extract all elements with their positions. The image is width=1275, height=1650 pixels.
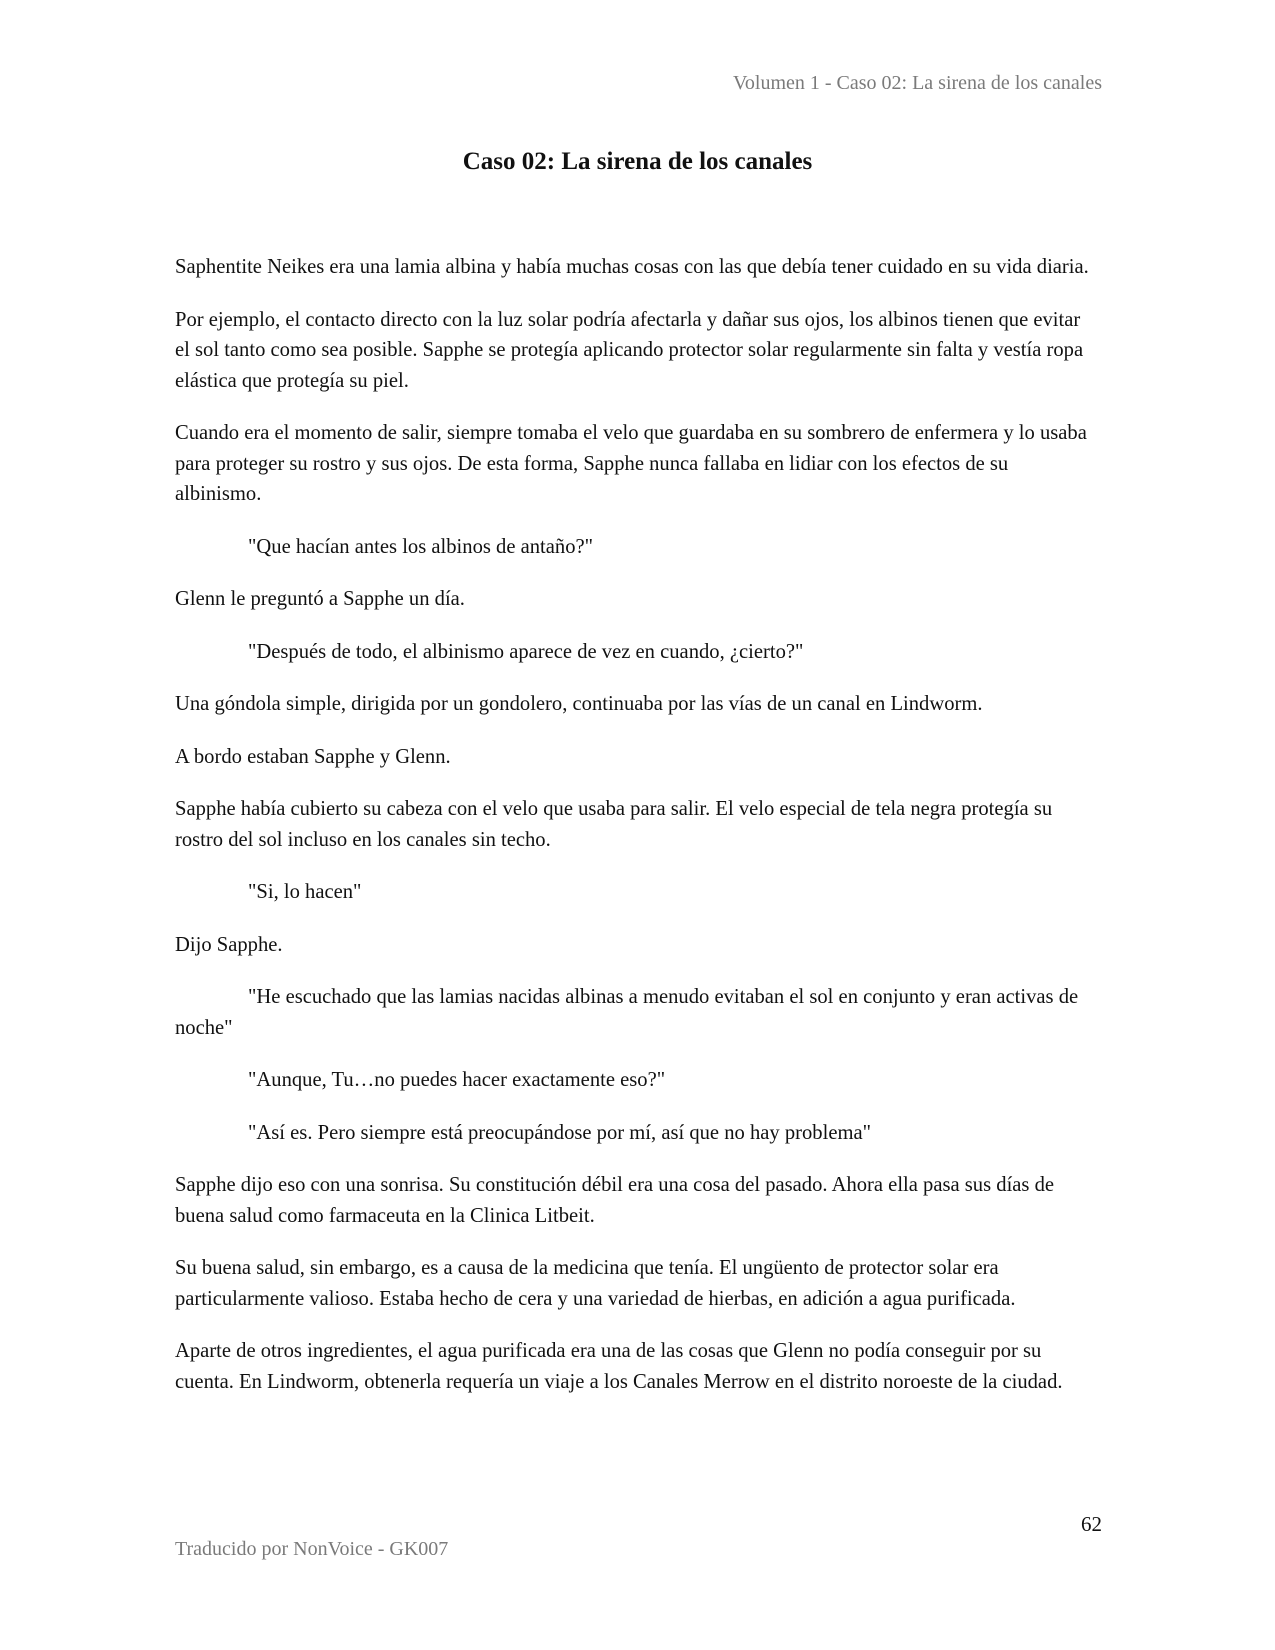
paragraph: A bordo estaban Sapphe y Glenn. bbox=[175, 745, 451, 768]
paragraph: Glenn le preguntó a Sapphe un día. bbox=[175, 588, 465, 610]
chapter-title: Caso 02: La sirena de los canales bbox=[462, 148, 813, 175]
body-text bbox=[175, 252, 1095, 1419]
paragraph: Una góndola simple, dirigida por un gondolero, continuaba por las vías de un canal en Lindworm. bbox=[175, 693, 983, 715]
dialogue-line: "Si, lo hacen" bbox=[248, 881, 362, 903]
dialogue-line: "Aunque, Tu…no puedes hacer exactamente eso?" bbox=[248, 1069, 666, 1091]
paragraph: Saphentite Neikes era una lamia albina y había muchas cosas con las que debía tener cuidado en su vida diaria. bbox=[175, 256, 1089, 278]
paragraph: Su buena salud, sin embargo, es a causa de la medicina que tenía. El ungüento de protector solar era particularmente valioso. Estaba hecho de cera y una variedad de hierbas, en adición a agua purificada. bbox=[175, 1257, 1016, 1310]
paragraph: Por ejemplo, el contacto directo con la luz solar podría afectarla y dañar sus ojos, los albinos tienen que evitar el sol tanto como sea posible. Sapphe se protegía aplicando protector solar regularmente sin falta y vestía ropa elástica que protegía su piel. bbox=[175, 308, 1084, 392]
page-number: 62 bbox=[1081, 1512, 1102, 1536]
paragraph: Cuando era el momento de salir, siempre tomaba el velo que guardaba en su sombrero de enfermera y lo usaba para proteger su rostro y sus ojos. De esta forma, Sapphe nunca fallaba en lidiar con los efectos de su albinismo. bbox=[175, 422, 1087, 505]
paragraph: Aparte de otros ingredientes, el agua purificada era una de las cosas que Glenn no podía conseguir por su cuenta. En Lindworm, obtenerla requería un viaje a los Canales Merrow en el distrito noroeste de la ciudad. bbox=[175, 1340, 1063, 1393]
paragraph: Sapphe dijo eso con una sonrisa. Su constitución débil era una cosa del pasado. Ahora ella pasa sus días de buena salud como farmaceuta en la Clinica Litbeit. bbox=[175, 1174, 1055, 1227]
running-header: Volumen 1 - Caso 02: La sirena de los canales bbox=[733, 72, 1102, 94]
dialogue-line: "Así es. Pero siempre está preocupándose por mí, así que no hay problema" bbox=[248, 1121, 872, 1144]
paragraph: Dijo Sapphe. bbox=[175, 933, 283, 956]
dialogue-line: "Después de todo, el albinismo aparece de vez en cuando, ¿cierto?" bbox=[248, 640, 804, 663]
dialogue-line: "He escuchado que las lamias nacidas albinas a menudo evitaban el sol en conjunto y eran activas de noche" bbox=[175, 986, 1079, 1039]
paragraph: Sapphe había cubierto su cabeza con el velo que usaba para salir. El velo especial de tela negra protegía su rostro del sol incluso en los canales sin techo. bbox=[175, 798, 1053, 851]
translator-credit: Traducido por NonVoice - GK007 bbox=[175, 1538, 449, 1560]
dialogue-line: "Que hacían antes los albinos de antaño?" bbox=[248, 535, 594, 558]
